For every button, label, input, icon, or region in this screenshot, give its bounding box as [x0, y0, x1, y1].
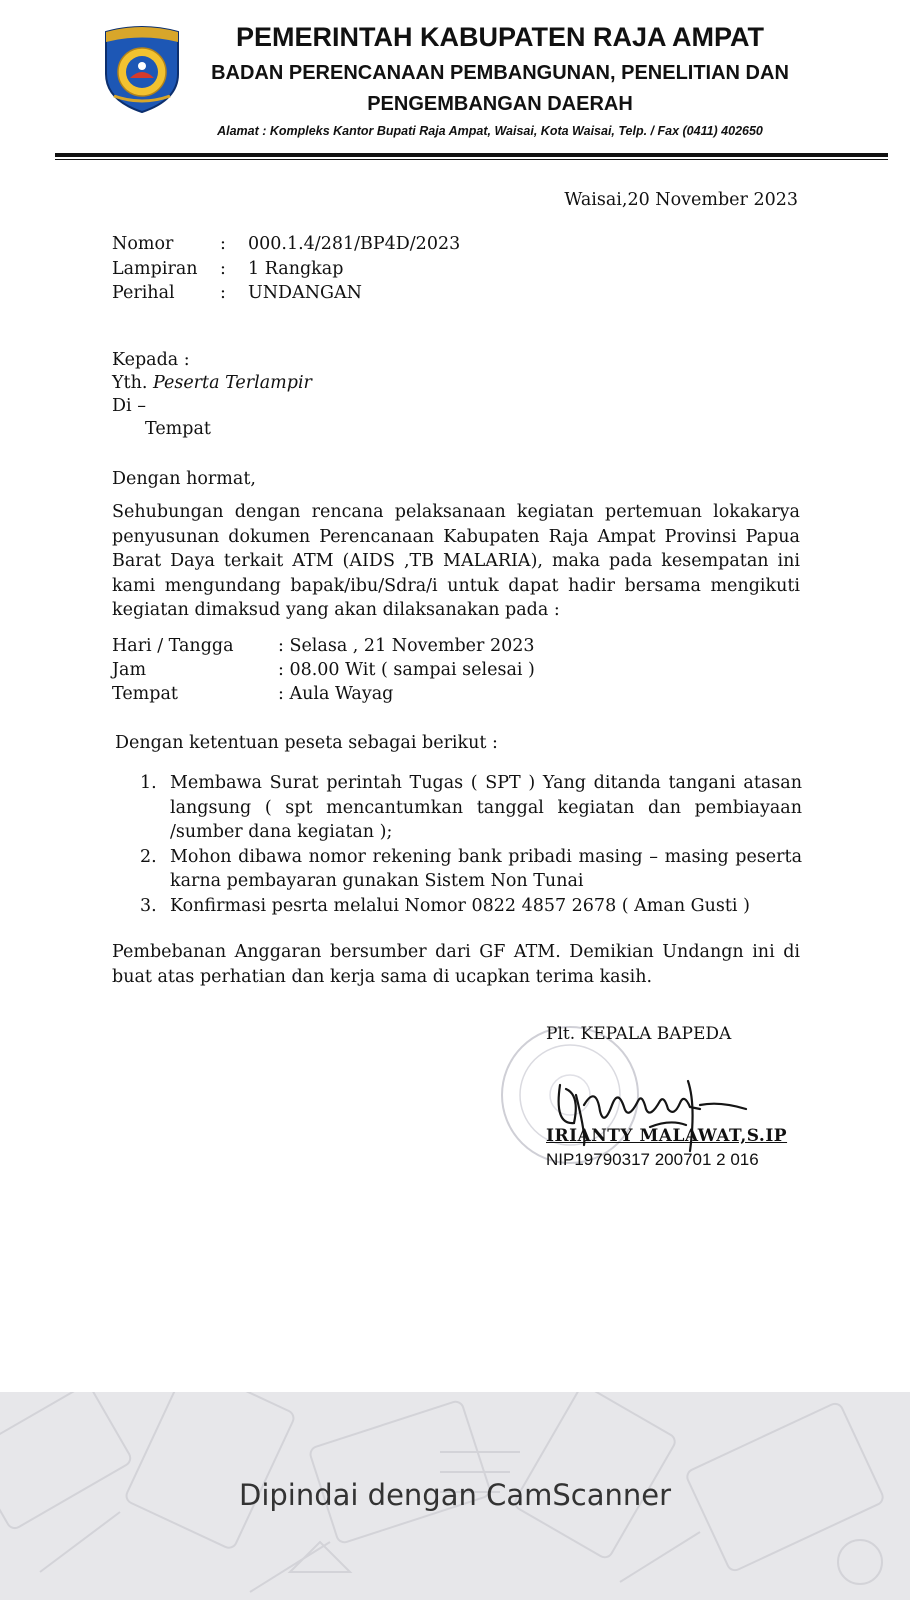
meta-label-perihal: Perihal — [112, 283, 175, 303]
letterhead-divider-thin — [55, 159, 888, 160]
conditions-list — [112, 771, 802, 918]
list-item-number: 3. — [140, 895, 157, 916]
recipient-kepada: Kepada : — [112, 350, 190, 370]
signatory-title: Plt. KEPALA BAPEDA — [546, 1024, 732, 1044]
meta-label-lampiran: Lampiran — [112, 259, 198, 279]
regency-logo-icon — [100, 22, 184, 114]
event-value-day: : Selasa , 21 November 2023 — [278, 636, 535, 656]
recipient-yth-prefix: Yth. — [112, 373, 148, 393]
closing-paragraph: Pembebanan Anggaran bersumber dari GF ATM. Demikian Undangn ini di buat atas perhatian dan kerja sama di ucapkan terima kasih. — [112, 942, 800, 987]
list-item — [112, 771, 802, 845]
meta-value-perihal: UNDANGAN — [248, 283, 362, 303]
list-item-text: Mohon dibawa nomor rekening bank pribadi masing – masing peserta karna pembayaran gunakan Sistem Non Tunai — [170, 846, 802, 891]
meta-colon: : — [220, 259, 226, 279]
meta-colon: : — [220, 234, 226, 254]
signatory-nip: NIP19790317 200701 2 016 — [546, 1150, 759, 1169]
list-item-number: 2. — [140, 846, 157, 867]
event-value-place: : Aula Wayag — [278, 684, 394, 704]
meta-value-lampiran: 1 Rangkap — [248, 259, 344, 279]
event-label-day: Hari / Tangga — [112, 636, 234, 656]
event-value-time: : 08.00 Wit ( sampai selesai ) — [278, 660, 535, 680]
list-item-text: Membawa Surat perintah Tugas ( SPT ) Yang ditanda tangani atasan langsung ( spt mencantumkan tanggal kegiatan dan pembiayaan /sumber dana kegiatan ); — [170, 773, 802, 842]
event-label-place: Tempat — [112, 684, 178, 704]
signatory-name: IRIANTY MALAWAT,S.IP — [546, 1126, 788, 1146]
letterhead-agency-line1: BADAN PERENCANAAN PEMBANGUNAN, PENELITIAN DAN — [211, 62, 789, 84]
letterhead-agency-line2: PENGEMBANGAN DAERAH — [367, 93, 633, 115]
meta-label-nomor: Nomor — [112, 234, 174, 254]
event-label-time: Jam — [112, 660, 147, 680]
recipient-tempat: Tempat — [145, 419, 211, 439]
intro-paragraph: Sehubungan dengan rencana pelaksanaan kegiatan pertemuan lokakarya penyusunan dokumen Perencanaan Kabupaten Raja Ampat Provinsi Papua Barat Daya terkait ATM (AIDS ,TB MALARIA), maka pada kesempatan ini kami mengundang bapak/ibu/Sdra/i untuk dapat hadir bersama mengikuti kegiatan dimaksud yang akan dilaksanakan pada : — [112, 502, 800, 620]
letterhead-divider — [55, 153, 888, 157]
greeting: Dengan hormat, — [112, 469, 256, 489]
recipient-di: Di – — [112, 396, 146, 416]
recipient-yth — [112, 373, 312, 393]
recipient-name: Peserta Terlampir — [153, 373, 312, 393]
scanner-watermark-text: Dipindai dengan CamScanner — [238, 1478, 671, 1512]
list-item — [112, 894, 802, 919]
list-item — [112, 845, 802, 894]
list-item-text: Konfirmasi pesrta melalui Nomor 0822 4857 2678 ( Aman Gusti ) — [170, 895, 750, 916]
letterhead-government: PEMERINTAH KABUPATEN RAJA AMPAT — [236, 22, 764, 52]
letterhead-address: Alamat : Kompleks Kantor Bupati Raja Ampat, Waisai, Kota Waisai, Telp. / Fax (0411) 402650 — [217, 124, 763, 138]
list-item-number: 1. — [140, 773, 157, 793]
conditions-intro: Dengan ketentuan peseta sebagai berikut : — [115, 733, 498, 753]
meta-value-nomor: 000.1.4/281/BP4D/2023 — [248, 234, 461, 254]
letter-date: Waisai,20 November 2023 — [564, 190, 798, 210]
meta-colon: : — [220, 283, 226, 303]
